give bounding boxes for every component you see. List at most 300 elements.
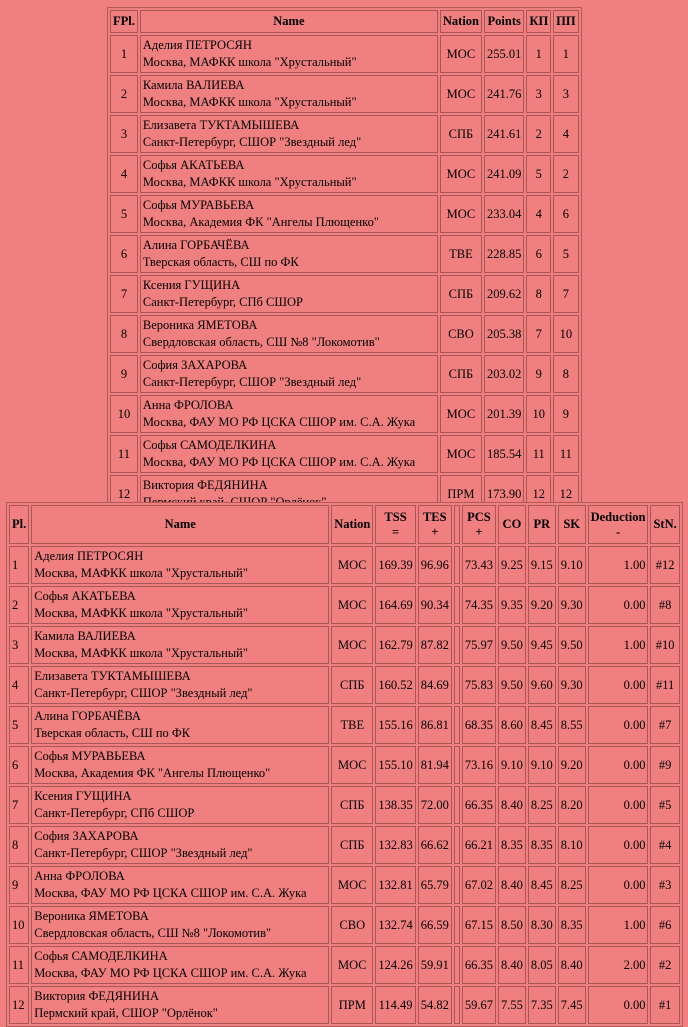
skater-name: Вероника ЯМЕТОВА bbox=[34, 909, 149, 923]
col-rank: FPl. bbox=[110, 10, 138, 33]
table-row bbox=[9, 586, 680, 624]
skater-name: Ксения ГУЩИНА bbox=[34, 789, 132, 803]
skater-cell bbox=[140, 155, 438, 193]
nation-cell: СПБ bbox=[331, 666, 373, 704]
nation-cell: ТВЕ bbox=[331, 706, 373, 744]
rank-cell: 2 bbox=[9, 586, 29, 624]
co-cell: 9.25 bbox=[498, 546, 526, 584]
tes-cell: 81.94 bbox=[418, 746, 452, 784]
deduction-cell: 0.00 bbox=[588, 706, 649, 744]
skater-club: Санкт-Петербург, СШОР "Звездный лед" bbox=[34, 686, 253, 700]
pp-cell: 3 bbox=[553, 75, 578, 113]
table-row bbox=[9, 626, 680, 664]
tss-cell: 124.26 bbox=[375, 946, 415, 984]
co-cell: 9.50 bbox=[498, 626, 526, 664]
rank-cell: 11 bbox=[110, 435, 138, 473]
stn-cell: #1 bbox=[650, 986, 679, 1024]
skater-club: Москва, ФАУ МО РФ ЦСКА СШОР им. С.А. Жука bbox=[34, 966, 307, 980]
nation-cell: МОС bbox=[440, 395, 482, 433]
skater-name: Ксения ГУЩИНА bbox=[142, 278, 241, 292]
pr-cell: 8.05 bbox=[528, 946, 556, 984]
skater-club: Москва, МАФКК школа "Хрустальный" bbox=[34, 646, 248, 660]
co-cell: 8.40 bbox=[498, 866, 526, 904]
deduction-cell: 1.00 bbox=[588, 546, 649, 584]
skater-club: Москва, Академия ФК "Ангелы Плющенко" bbox=[142, 215, 379, 229]
kp-cell: 11 bbox=[526, 435, 551, 473]
skater-cell bbox=[31, 986, 329, 1024]
kp-cell: 7 bbox=[526, 315, 551, 353]
skater-club: Москва, Академия ФК "Ангелы Плющенко" bbox=[34, 766, 271, 780]
rank-cell: 5 bbox=[9, 706, 29, 744]
points-cell: 201.39 bbox=[484, 395, 524, 433]
table-row bbox=[110, 75, 579, 113]
pp-cell: 11 bbox=[553, 435, 578, 473]
col-spacer bbox=[454, 505, 460, 544]
skater-name: Алина ГОРБАЧЁВА bbox=[34, 709, 141, 723]
deduction-cell: 0.00 bbox=[588, 826, 649, 864]
pr-cell: 8.45 bbox=[528, 706, 556, 744]
kp-cell: 1 bbox=[526, 35, 551, 73]
skater-cell bbox=[31, 586, 329, 624]
co-cell: 9.50 bbox=[498, 666, 526, 704]
nation-cell: МОС bbox=[440, 155, 482, 193]
pp-cell: 4 bbox=[553, 115, 578, 153]
rank-cell: 5 bbox=[110, 195, 138, 233]
table-row bbox=[9, 666, 680, 704]
skater-club: Москва, МАФКК школа "Хрустальный" bbox=[142, 55, 357, 69]
sk-cell: 8.25 bbox=[558, 866, 586, 904]
rank-cell: 9 bbox=[110, 355, 138, 393]
tss-cell: 162.79 bbox=[375, 626, 415, 664]
spacer-cell bbox=[454, 946, 460, 984]
nation-cell: МОС bbox=[331, 626, 373, 664]
tss-cell: 114.49 bbox=[375, 986, 415, 1024]
rank-cell: 10 bbox=[9, 906, 29, 944]
deduction-cell: 0.00 bbox=[588, 866, 649, 904]
nation-cell: МОС bbox=[440, 35, 482, 73]
skater-name: Софья АКАТЬЕВА bbox=[142, 158, 245, 172]
nation-cell: МОС bbox=[331, 586, 373, 624]
stn-cell: #11 bbox=[650, 666, 679, 704]
skater-name: Камила ВАЛИЕВА bbox=[142, 78, 245, 92]
segment-results-table bbox=[6, 502, 683, 1027]
skater-club: Москва, МАФКК школа "Хрустальный" bbox=[142, 95, 357, 109]
table-row bbox=[9, 746, 680, 784]
rank-cell: 7 bbox=[110, 275, 138, 313]
table-row bbox=[110, 275, 579, 313]
co-cell: 8.40 bbox=[498, 786, 526, 824]
pp-cell: 12 bbox=[553, 475, 578, 513]
pcs-cell: 67.02 bbox=[462, 866, 496, 904]
spacer-cell bbox=[454, 666, 460, 704]
col-stn: StN. bbox=[650, 505, 679, 544]
pr-cell: 9.20 bbox=[528, 586, 556, 624]
pcs-cell: 75.97 bbox=[462, 626, 496, 664]
co-cell: 8.40 bbox=[498, 946, 526, 984]
rank-cell: 7 bbox=[9, 786, 29, 824]
skater-cell bbox=[31, 866, 329, 904]
pcs-cell: 66.35 bbox=[462, 946, 496, 984]
sk-cell: 9.10 bbox=[558, 546, 586, 584]
nation-cell: ПРМ bbox=[440, 475, 482, 513]
stn-cell: #12 bbox=[650, 546, 679, 584]
col-points: Points bbox=[484, 10, 524, 33]
tes-cell: 87.82 bbox=[418, 626, 452, 664]
co-cell: 8.60 bbox=[498, 706, 526, 744]
tss-cell: 132.83 bbox=[375, 826, 415, 864]
deduction-cell: 0.00 bbox=[588, 746, 649, 784]
kp-cell: 2 bbox=[526, 115, 551, 153]
pr-cell: 9.10 bbox=[528, 746, 556, 784]
pp-cell: 2 bbox=[553, 155, 578, 193]
table-row bbox=[110, 35, 579, 73]
skater-club: Санкт-Петербург, СПб СШОР bbox=[142, 295, 303, 309]
skater-club: Москва, ФАУ МО РФ ЦСКА СШОР им. С.А. Жука bbox=[142, 415, 416, 429]
pcs-cell: 74.35 bbox=[462, 586, 496, 624]
skater-cell bbox=[31, 706, 329, 744]
kp-cell: 4 bbox=[526, 195, 551, 233]
co-cell: 7.55 bbox=[498, 986, 526, 1024]
skater-club: Санкт-Петербург, СШОР "Звездный лед" bbox=[142, 135, 362, 149]
sk-cell: 7.45 bbox=[558, 986, 586, 1024]
pp-cell: 10 bbox=[553, 315, 578, 353]
spacer-cell bbox=[454, 866, 460, 904]
stn-cell: #5 bbox=[650, 786, 679, 824]
skater-cell bbox=[31, 906, 329, 944]
pp-cell: 6 bbox=[553, 195, 578, 233]
tes-cell: 72.00 bbox=[418, 786, 452, 824]
co-cell: 8.35 bbox=[498, 826, 526, 864]
pr-cell: 9.45 bbox=[528, 626, 556, 664]
co-cell: 9.35 bbox=[498, 586, 526, 624]
skater-club: Москва, ФАУ МО РФ ЦСКА СШОР им. С.А. Жука bbox=[142, 455, 416, 469]
nation-cell: СПБ bbox=[331, 786, 373, 824]
table-row bbox=[9, 786, 680, 824]
tes-cell: 65.79 bbox=[418, 866, 452, 904]
stn-cell: #2 bbox=[650, 946, 679, 984]
tes-cell: 66.62 bbox=[418, 826, 452, 864]
col-co: CO bbox=[498, 505, 526, 544]
rank-cell: 9 bbox=[9, 866, 29, 904]
col-pp: ПП bbox=[553, 10, 578, 33]
header-row bbox=[110, 10, 579, 33]
sk-cell: 8.55 bbox=[558, 706, 586, 744]
tes-cell: 84.69 bbox=[418, 666, 452, 704]
nation-cell: ПРМ bbox=[331, 986, 373, 1024]
nation-cell: СПБ bbox=[440, 355, 482, 393]
rank-cell: 6 bbox=[9, 746, 29, 784]
skater-cell bbox=[140, 355, 438, 393]
pcs-cell: 75.83 bbox=[462, 666, 496, 704]
pp-cell: 9 bbox=[553, 395, 578, 433]
col-pr: PR bbox=[528, 505, 556, 544]
skater-cell bbox=[31, 626, 329, 664]
kp-cell: 5 bbox=[526, 155, 551, 193]
skater-club: Тверская область, СШ по ФК bbox=[142, 255, 299, 269]
pcs-cell: 68.35 bbox=[462, 706, 496, 744]
col-name: Name bbox=[31, 505, 329, 544]
deduction-cell: 0.00 bbox=[588, 586, 649, 624]
skater-name: Анна ФРОЛОВА bbox=[142, 398, 234, 412]
stn-cell: #8 bbox=[650, 586, 679, 624]
co-cell: 9.10 bbox=[498, 746, 526, 784]
points-cell: 241.09 bbox=[484, 155, 524, 193]
pr-cell: 9.60 bbox=[528, 666, 556, 704]
co-cell: 8.50 bbox=[498, 906, 526, 944]
skater-cell bbox=[140, 275, 438, 313]
nation-cell: СВО bbox=[331, 906, 373, 944]
skater-name: Алина ГОРБАЧЁВА bbox=[142, 238, 250, 252]
skater-name: Аделия ПЕТРОСЯН bbox=[34, 549, 144, 563]
col-pcs: PCS + bbox=[462, 505, 496, 544]
skater-cell bbox=[140, 115, 438, 153]
col-nation: Nation bbox=[440, 10, 482, 33]
tss-cell: 138.35 bbox=[375, 786, 415, 824]
skater-club: Пермский край, СШОР "Орлёнок" bbox=[34, 1006, 218, 1020]
col-deduction: Deduction - bbox=[588, 505, 649, 544]
col-nation: Nation bbox=[331, 505, 373, 544]
rank-cell: 11 bbox=[9, 946, 29, 984]
pcs-cell: 59.67 bbox=[462, 986, 496, 1024]
deduction-cell: 1.00 bbox=[588, 906, 649, 944]
skater-name: Виктория ФЕДЯНИНА bbox=[142, 478, 268, 492]
sk-cell: 9.20 bbox=[558, 746, 586, 784]
rank-cell: 4 bbox=[9, 666, 29, 704]
skater-cell bbox=[140, 315, 438, 353]
col-tes: TES + bbox=[418, 505, 452, 544]
nation-cell: СПБ bbox=[440, 275, 482, 313]
kp-cell: 10 bbox=[526, 395, 551, 433]
tss-cell: 160.52 bbox=[375, 666, 415, 704]
skater-name: София ЗАХАРОВА bbox=[34, 829, 139, 843]
nation-cell: МОС bbox=[440, 435, 482, 473]
pcs-cell: 67.15 bbox=[462, 906, 496, 944]
rank-cell: 3 bbox=[110, 115, 138, 153]
skater-name: Софья МУРАВЬЕВА bbox=[142, 198, 255, 212]
pcs-cell: 66.35 bbox=[462, 786, 496, 824]
skater-cell bbox=[31, 666, 329, 704]
stn-cell: #3 bbox=[650, 866, 679, 904]
table-row bbox=[110, 435, 579, 473]
sk-cell: 9.50 bbox=[558, 626, 586, 664]
pr-cell: 8.30 bbox=[528, 906, 556, 944]
table-row bbox=[110, 115, 579, 153]
kp-cell: 12 bbox=[526, 475, 551, 513]
pr-cell: 8.25 bbox=[528, 786, 556, 824]
skater-club: Тверская область, СШ по ФК bbox=[34, 726, 191, 740]
table-row bbox=[9, 546, 680, 584]
sk-cell: 8.35 bbox=[558, 906, 586, 944]
pr-cell: 8.35 bbox=[528, 826, 556, 864]
col-tss: TSS = bbox=[375, 505, 415, 544]
pcs-cell: 73.16 bbox=[462, 746, 496, 784]
rank-cell: 12 bbox=[9, 986, 29, 1024]
table-row bbox=[110, 355, 579, 393]
skater-cell bbox=[140, 395, 438, 433]
skater-name: Вероника ЯМЕТОВА bbox=[142, 318, 258, 332]
tss-cell: 169.39 bbox=[375, 546, 415, 584]
rank-cell: 3 bbox=[9, 626, 29, 664]
pcs-cell: 73.43 bbox=[462, 546, 496, 584]
table-row bbox=[9, 826, 680, 864]
pcs-cell: 66.21 bbox=[462, 826, 496, 864]
deduction-cell: 1.00 bbox=[588, 626, 649, 664]
spacer-cell bbox=[454, 786, 460, 824]
nation-cell: МОС bbox=[440, 195, 482, 233]
pr-cell: 9.15 bbox=[528, 546, 556, 584]
points-cell: 233.04 bbox=[484, 195, 524, 233]
nation-cell: МОС bbox=[331, 746, 373, 784]
skater-name: Софья САМОДЕЛКИНА bbox=[34, 949, 168, 963]
spacer-cell bbox=[454, 626, 460, 664]
deduction-cell: 0.00 bbox=[588, 666, 649, 704]
skater-club: Санкт-Петербург, СШОР "Звездный лед" bbox=[142, 375, 362, 389]
skater-cell bbox=[31, 546, 329, 584]
tss-cell: 155.16 bbox=[375, 706, 415, 744]
skater-club: Москва, МАФКК школа "Хрустальный" bbox=[34, 566, 248, 580]
table-row bbox=[110, 235, 579, 273]
tes-cell: 66.59 bbox=[418, 906, 452, 944]
spacer-cell bbox=[454, 826, 460, 864]
pr-cell: 8.45 bbox=[528, 866, 556, 904]
sk-cell: 9.30 bbox=[558, 586, 586, 624]
stn-cell: #6 bbox=[650, 906, 679, 944]
skater-club: Москва, МАФКК школа "Хрустальный" bbox=[34, 606, 248, 620]
table-row bbox=[110, 195, 579, 233]
stn-cell: #10 bbox=[650, 626, 679, 664]
col-sk: SK bbox=[558, 505, 586, 544]
table-row bbox=[9, 906, 680, 944]
table-row bbox=[110, 395, 579, 433]
rank-cell: 6 bbox=[110, 235, 138, 273]
skater-club: Санкт-Петербург, СПб СШОР bbox=[34, 806, 195, 820]
spacer-cell bbox=[454, 546, 460, 584]
spacer-cell bbox=[454, 586, 460, 624]
spacer-cell bbox=[454, 706, 460, 744]
points-cell: 241.61 bbox=[484, 115, 524, 153]
stn-cell: #4 bbox=[650, 826, 679, 864]
tss-cell: 155.10 bbox=[375, 746, 415, 784]
points-cell: 203.02 bbox=[484, 355, 524, 393]
table-row bbox=[9, 986, 680, 1024]
pr-cell: 7.35 bbox=[528, 986, 556, 1024]
table-row bbox=[9, 706, 680, 744]
rank-cell: 1 bbox=[9, 546, 29, 584]
nation-cell: МОС bbox=[440, 75, 482, 113]
pp-cell: 1 bbox=[553, 35, 578, 73]
points-cell: 241.76 bbox=[484, 75, 524, 113]
points-cell: 173.90 bbox=[484, 475, 524, 513]
skater-name: Елизавета ТУКТАМЫШЕВА bbox=[34, 669, 191, 683]
kp-cell: 3 bbox=[526, 75, 551, 113]
spacer-cell bbox=[454, 986, 460, 1024]
sk-cell: 8.20 bbox=[558, 786, 586, 824]
skater-name: Софья МУРАВЬЕВА bbox=[34, 749, 146, 763]
skater-club: Москва, ФАУ МО РФ ЦСКА СШОР им. С.А. Жука bbox=[34, 886, 307, 900]
table-row bbox=[9, 866, 680, 904]
rank-cell: 4 bbox=[110, 155, 138, 193]
sk-cell: 8.10 bbox=[558, 826, 586, 864]
col-name: Name bbox=[140, 10, 438, 33]
skater-cell bbox=[140, 35, 438, 73]
skater-club: Свердловская область, СШ №8 "Локомотив" bbox=[34, 926, 272, 940]
nation-cell: СПБ bbox=[331, 826, 373, 864]
tes-cell: 59.91 bbox=[418, 946, 452, 984]
points-cell: 185.54 bbox=[484, 435, 524, 473]
col-kp: КП bbox=[526, 10, 551, 33]
nation-cell: МОС bbox=[331, 546, 373, 584]
skater-cell bbox=[140, 75, 438, 113]
points-cell: 209.62 bbox=[484, 275, 524, 313]
tes-cell: 54.82 bbox=[418, 986, 452, 1024]
kp-cell: 8 bbox=[526, 275, 551, 313]
table-row bbox=[9, 946, 680, 984]
skater-name: Камила ВАЛИЕВА bbox=[34, 629, 136, 643]
pp-cell: 8 bbox=[553, 355, 578, 393]
skater-cell bbox=[140, 195, 438, 233]
tss-cell: 132.81 bbox=[375, 866, 415, 904]
tes-cell: 86.81 bbox=[418, 706, 452, 744]
rank-cell: 2 bbox=[110, 75, 138, 113]
nation-cell: МОС bbox=[331, 946, 373, 984]
deduction-cell: 2.00 bbox=[588, 946, 649, 984]
final-standings-table bbox=[107, 7, 582, 516]
spacer-cell bbox=[454, 746, 460, 784]
skater-name: Анна ФРОЛОВА bbox=[34, 869, 125, 883]
nation-cell: СПБ bbox=[440, 115, 482, 153]
skater-club: Москва, МАФКК школа "Хрустальный" bbox=[142, 175, 357, 189]
tss-cell: 164.69 bbox=[375, 586, 415, 624]
skater-club: Свердловская область, СШ №8 "Локомотив" bbox=[142, 335, 380, 349]
kp-cell: 9 bbox=[526, 355, 551, 393]
rank-cell: 10 bbox=[110, 395, 138, 433]
skater-name: Елизавета ТУКТАМЫШЕВА bbox=[142, 118, 300, 132]
skater-name: София ЗАХАРОВА bbox=[142, 358, 248, 372]
tes-cell: 90.34 bbox=[418, 586, 452, 624]
skater-cell bbox=[140, 235, 438, 273]
skater-cell bbox=[31, 746, 329, 784]
points-cell: 228.85 bbox=[484, 235, 524, 273]
stn-cell: #7 bbox=[650, 706, 679, 744]
skater-name: Виктория ФЕДЯНИНА bbox=[34, 989, 160, 1003]
tss-cell: 132.74 bbox=[375, 906, 415, 944]
header-row bbox=[9, 505, 680, 544]
kp-cell: 6 bbox=[526, 235, 551, 273]
points-cell: 205.38 bbox=[484, 315, 524, 353]
skater-name: Софья АКАТЬЕВА bbox=[34, 589, 136, 603]
skater-cell bbox=[31, 786, 329, 824]
nation-cell: МОС bbox=[331, 866, 373, 904]
skater-club: Санкт-Петербург, СШОР "Звездный лед" bbox=[34, 846, 253, 860]
col-rank: Pl. bbox=[9, 505, 29, 544]
skater-cell bbox=[31, 826, 329, 864]
pp-cell: 7 bbox=[553, 275, 578, 313]
skater-cell bbox=[31, 946, 329, 984]
sk-cell: 9.30 bbox=[558, 666, 586, 704]
skater-cell bbox=[140, 435, 438, 473]
rank-cell: 8 bbox=[110, 315, 138, 353]
sk-cell: 8.40 bbox=[558, 946, 586, 984]
nation-cell: СВО bbox=[440, 315, 482, 353]
table-row bbox=[110, 155, 579, 193]
tes-cell: 96.96 bbox=[418, 546, 452, 584]
nation-cell: ТВЕ bbox=[440, 235, 482, 273]
deduction-cell: 0.00 bbox=[588, 986, 649, 1024]
spacer-cell bbox=[454, 906, 460, 944]
rank-cell: 1 bbox=[110, 35, 138, 73]
rank-cell: 8 bbox=[9, 826, 29, 864]
table-row bbox=[110, 315, 579, 353]
